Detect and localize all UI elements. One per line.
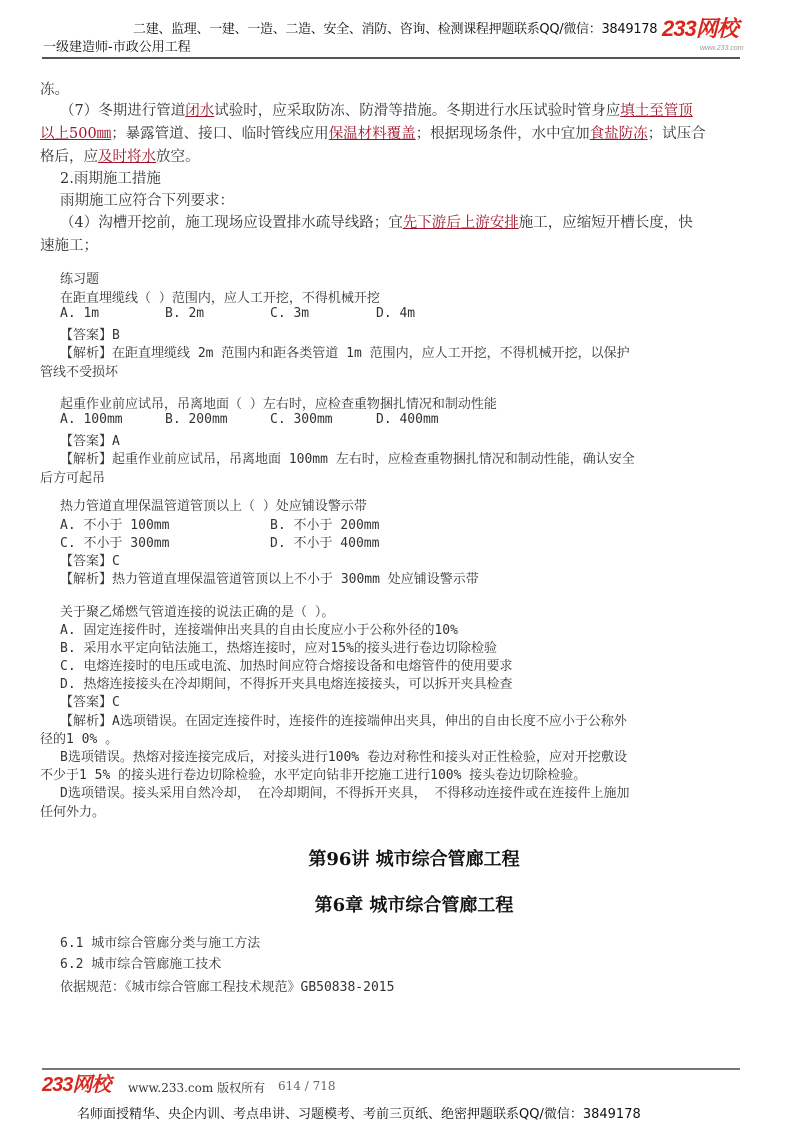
text-segment: 施工，应缩短开槽长度，快 (518, 215, 693, 231)
question-1: 在距直埋缆线（ ）范围内，应人工开挖，不得机械开挖 (60, 291, 380, 306)
footer-copyright: www.233.com 版权所有 (128, 1081, 266, 1095)
option-a: A. 固定连接件时，连接端伸出夹具的自由长度应小于公称外径的10% (60, 623, 458, 638)
option-a: A. 100mm (60, 412, 123, 427)
chapter-heading: 第6章 城市综合管廊工程 (314, 895, 514, 916)
option-b: B. 不小于 200mm (270, 518, 380, 533)
option-c: C. 电熔连接时的电压或电流、加热时间应符合熔接设备和电熔管件的使用要求 (60, 659, 513, 674)
header-promo: 二建、监理、一建、一造、二造、安全、消防、咨询、检测课程押题联系QQ/微信：3849178 (133, 22, 658, 37)
header-rule (42, 57, 740, 59)
text-line: 冻。 (40, 82, 69, 98)
document-subtitle: 一级建造师-市政公用工程 (43, 40, 191, 55)
paragraph-7-line2 (40, 122, 706, 143)
exercise-title: 练习题 (60, 272, 100, 287)
option-a: A. 不小于 100mm (60, 518, 170, 533)
explanation: 后方可起吊 (40, 471, 106, 486)
answer: 【答案】C (60, 695, 120, 710)
section-heading: 2.雨期施工措施 (60, 171, 161, 187)
paragraph-4-line1 (60, 211, 693, 232)
lecture-heading: 第96讲 城市综合管廊工程 (308, 849, 520, 870)
option-d: D. 不小于 400mm (270, 536, 380, 551)
highlight-term: 以上500㎜ (40, 126, 112, 142)
explanation: D选项错误。接头采用自然冷却， 在冷却期间，不得拆开夹具， 不得移动连接件或在连接件上施加 (60, 786, 630, 801)
option-d: D. 4m (376, 306, 416, 321)
explanation: 【解析】A选项错误。在固定连接件时，连接件的连接端伸出夹具，伸出的自由长度不应小于公称外 (60, 714, 627, 729)
explanation: 径的1 0% 。 (40, 732, 119, 747)
question-4: 关于聚乙烯燃气管道连接的说法正确的是（ ）。 (60, 605, 335, 620)
explanation: B选项错误。热熔对接连接完成后，对接头进行100% 卷边对称性和接头对正性检验，应对开挖敷设 (60, 750, 627, 765)
option-c: C. 300mm (270, 412, 333, 427)
highlight-term: 食盐防冻 (589, 126, 648, 142)
answer: 【答案】A (60, 434, 120, 449)
highlight-term: 闭水 (185, 103, 215, 119)
answer: 【答案】B (60, 328, 120, 343)
text-segment: （7）冬期进行管道 (60, 103, 186, 119)
text-segment: ；暴露管道、接口、临时管线应用 (111, 126, 329, 142)
brand-logo-url: www.233.com (700, 45, 744, 52)
option-b: B. 采用水平定向钻法施工，热熔连接时，应对15%的接头进行卷边切除检验 (60, 641, 497, 656)
explanation: 任何外力。 (40, 805, 106, 820)
answer: 【答案】C (60, 554, 120, 569)
text-segment: 格后，应 (40, 149, 98, 165)
text-segment: 试验时，应采取防冻、防滑等措施。冬期进行水压试验时管身应 (214, 103, 621, 119)
brand-logo: 233网校 (662, 16, 738, 41)
paragraph-4-line2: 速施工； (40, 238, 98, 254)
text-segment: （4）沟槽开挖前，施工现场应设置排水疏导线路；宜 (60, 215, 403, 231)
page-number: 614 / 718 (278, 1079, 336, 1093)
question-2: 起重作业前应试吊，吊离地面（ ）左右时，应检查重物捆扎情况和制动性能 (60, 397, 497, 412)
paragraph-7-line3 (40, 145, 200, 166)
explanation: 【解析】在距直埋缆线 2m 范围内和距各类管道 1m 范围内，应人工开挖，不得机械开挖，以保护 (60, 346, 630, 361)
option-a: A. 1m (60, 306, 100, 321)
text-segment: 放空。 (156, 149, 200, 165)
toc-item: 6.2 城市综合管廊施工技术 (60, 957, 222, 972)
text-line: 雨期施工应符合下列要求： (60, 193, 234, 209)
explanation: 管线不受损坏 (40, 365, 119, 380)
toc-item: 6.1 城市综合管廊分类与施工方法 (60, 936, 261, 951)
highlight-term: 填土至管顶 (620, 103, 693, 119)
highlight-term: 先下游后上游安排 (402, 215, 519, 231)
footer-logo: 233网校 (42, 1074, 111, 1096)
option-d: D. 400mm (376, 412, 439, 427)
explanation: 不少于1 5% 的接头进行卷边切除检验，水平定向钻非开挖施工进行100% 接头卷边切除检验。 (40, 768, 587, 783)
option-c: C. 3m (270, 306, 310, 321)
question-3: 热力管道直埋保温管道管顶以上（ ）处应铺设警示带 (60, 499, 367, 514)
footer-promo: 名师面授精华、央企内训、考点串讲、习题模考、考前三页纸、绝密押题联系QQ/微信：3849178 (77, 1107, 641, 1122)
footer-rule (42, 1068, 740, 1070)
option-b: B. 2m (165, 306, 205, 321)
text-segment: ；试压合 (647, 126, 706, 142)
highlight-term: 及时将水 (98, 149, 156, 165)
paragraph-7-line1 (60, 99, 693, 120)
reference-standard: 依据规范：《城市综合管廊工程技术规范》GB50838-2015 (60, 980, 395, 995)
explanation: 【解析】起重作业前应试吊，吊离地面 100mm 左右时，应检查重物捆扎情况和制动性能，确认安全 (60, 452, 635, 467)
option-b: B. 200mm (165, 412, 228, 427)
option-c: C. 不小于 300mm (60, 536, 170, 551)
option-d: D. 热熔连接接头在冷却期间，不得拆开夹具电熔连接接头，可以拆开夹具检查 (60, 677, 513, 692)
text-segment: ；根据现场条件，水中宜加 (415, 126, 590, 142)
highlight-term: 保温材料覆盖 (328, 126, 416, 142)
explanation: 【解析】热力管道直埋保温管道管顶以上不小于 300mm 处应铺设警示带 (60, 572, 479, 587)
